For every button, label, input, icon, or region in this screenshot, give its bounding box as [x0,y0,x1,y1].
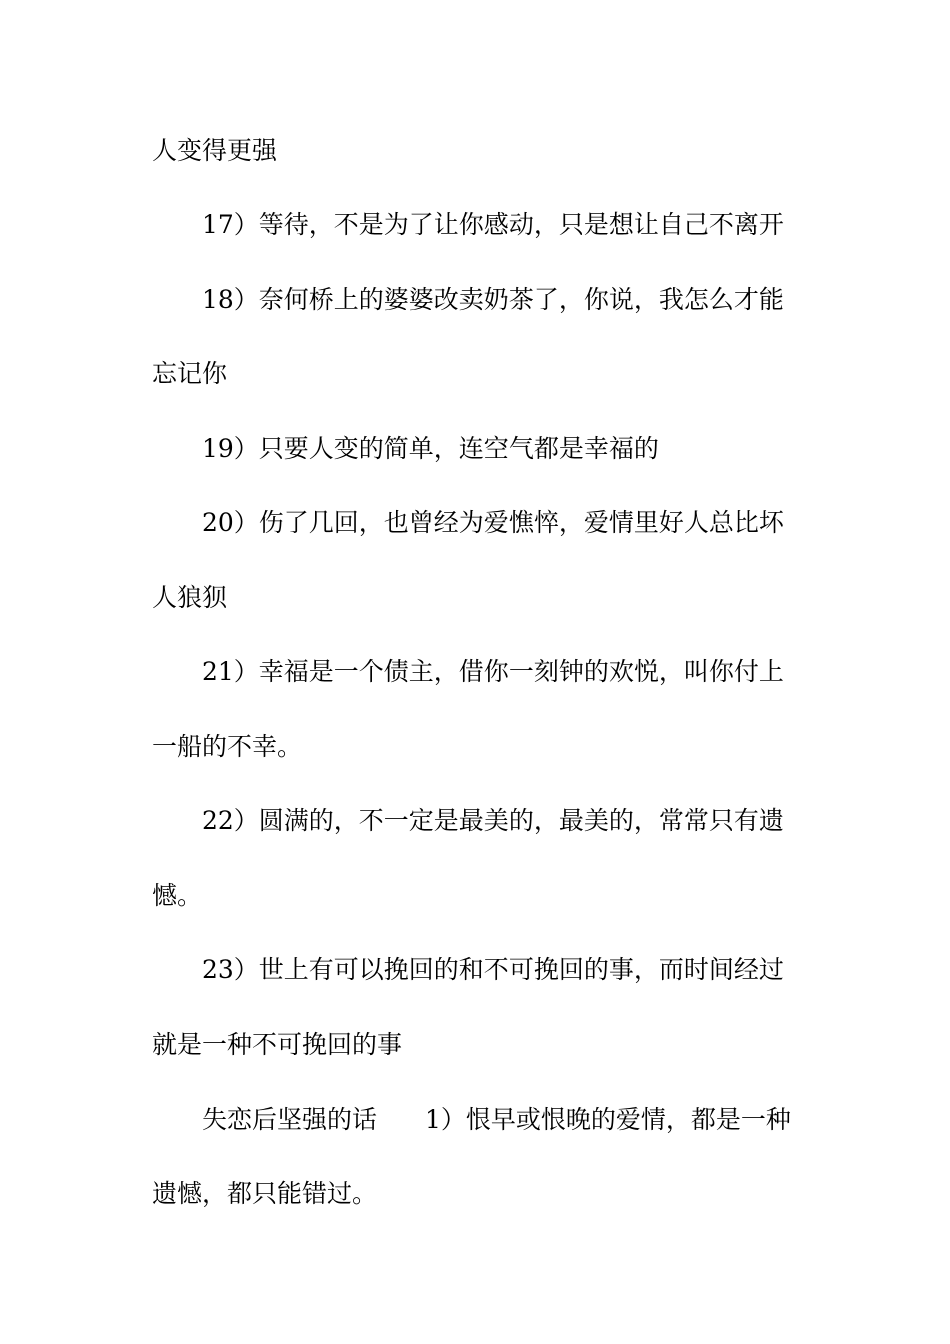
text-line-4: 忘记你 [152,359,228,388]
text-line-11: 憾。 [152,881,203,910]
text-line-5: 19）只要人变的简单，连空气都是幸福的 [202,434,659,463]
text-line-8: 21）幸福是一个债主，借你一刻钟的欢悦，叫你付上 [202,657,784,686]
section-heading: 失恋后坚强的话 [202,1105,378,1134]
text-line-13: 就是一种不可挽回的事 [152,1030,403,1059]
section-item-1: 1）恨早或恨晚的爱情，都是一种 [425,1105,791,1134]
text-line-1: 人变得更强 [152,136,278,165]
text-line-2: 17）等待，不是为了让你感动，只是想让自己不离开 [202,210,784,239]
text-line-15: 遗憾，都只能错过。 [152,1179,378,1208]
text-line-9: 一船的不幸。 [152,732,303,761]
text-line-12: 23）世上有可以挽回的和不可挽回的事，而时间经过 [202,955,784,984]
text-line-3: 18）奈何桥上的婆婆改卖奶茶了，你说，我怎么才能 [202,285,784,314]
text-line-14 [202,1103,791,1137]
text-line-7: 人狼狈 [152,583,228,612]
text-line-10: 22）圆满的，不一定是最美的，最美的，常常只有遗 [202,806,784,835]
text-line-6: 20）伤了几回，也曾经为爱憔悴，爱情里好人总比坏 [202,508,784,537]
